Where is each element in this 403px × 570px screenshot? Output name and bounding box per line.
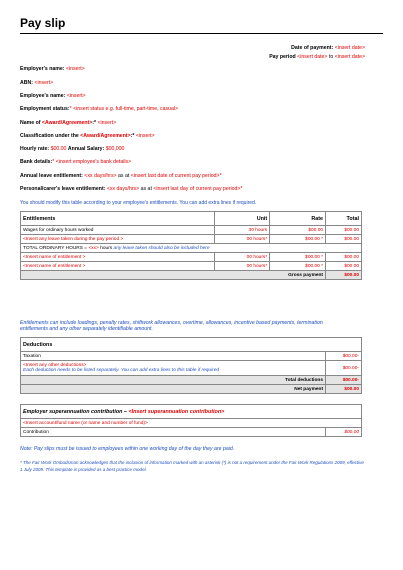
award-tag[interactable]: <Award/Agreement> [41,120,93,126]
bank-star: * [52,159,55,165]
classification-row [20,133,155,139]
contribution-value[interactable]: $00.00 [326,428,362,437]
wages-label: Wages for ordinary hours worked [21,226,215,235]
carer-leave-asat: as at [140,186,152,192]
table-row [21,226,362,235]
classification-colon: :* [130,133,135,139]
annual-leave-row [20,173,222,179]
gross-payment-label: Gross payment [21,271,326,280]
award-row [20,120,116,126]
ordinary-hours-value[interactable]: <xx> [88,245,99,251]
status-label: Employment status: [20,106,70,112]
superannuation-header: Employer superannuation contribution – [23,408,127,415]
total-deductions-label: Total deductions [21,376,326,385]
entitlement-rate[interactable]: $00.00 * [270,262,326,271]
contribution-label: Contribution [21,428,326,437]
entitlement-unit[interactable]: 00 hours* [215,253,270,262]
rates-row [20,146,124,152]
classification-label: Classification under the [20,133,79,139]
pay-period-to[interactable]: <insert date> [334,54,365,60]
award-colon: :* [92,120,97,126]
award-value[interactable]: <insert> [97,120,117,126]
superannuation-header-row [21,405,362,419]
carer-leave-value[interactable]: <xx days/hrs> [106,186,140,192]
col-header-total: Total [326,212,362,226]
entitlement-name[interactable]: <Insert name of entitlement > [21,253,215,262]
leave-taken-total[interactable]: $00.00 [326,235,362,244]
page-title: Pay slip [20,16,66,30]
wages-total[interactable]: $00.00 [326,226,362,235]
table-row [21,253,362,262]
status-star: * [69,106,72,112]
abn-row [20,80,53,86]
classification-value[interactable]: <insert> [135,133,155,139]
superannuation-header-tag[interactable]: <Insert superannuation contribution> [128,408,225,415]
carer-leave-date[interactable]: <insert last day of current pay period> [153,186,241,192]
leave-taken-unit[interactable]: 00 hours* [215,235,270,244]
col-header-entitlements: Entitlements [21,212,215,226]
net-payment-label: Net payment [21,385,326,394]
hourly-rate-label: Hourly rate: [20,146,50,152]
title-divider [20,33,383,34]
annual-salary-label: Annual Salary: [67,146,105,152]
employer-value[interactable]: <insert> [65,66,85,72]
status-value[interactable]: <insert status e.g. full-time, part-time, casual> [73,106,179,112]
taxation-label: Taxation [21,352,326,361]
date-of-payment-label: Date of payment: [291,45,334,51]
carer-leave-star: * [240,186,243,192]
other-deduction-value[interactable]: $00.00- [326,361,362,376]
deductions-header-row [21,338,362,352]
employer-label: Employer's name: [20,66,65,72]
superannuation-table [20,404,362,437]
date-of-payment-value[interactable]: <insert date> [334,45,365,51]
other-deduction-label[interactable]: <Insert any other deductions> [23,362,87,368]
col-header-rate: Rate [270,212,326,226]
wages-unit[interactable]: 30 hours [215,226,270,235]
total-deductions-value[interactable]: $00.00- [326,376,362,385]
pay-period-label: Pay period [269,54,296,60]
col-header-unit: Unit [215,212,270,226]
carer-leave-row [20,186,242,192]
employee-label: Employee's name: [20,93,66,99]
annual-salary-value[interactable]: $00,000 [105,146,125,152]
ordinary-hours-row [21,244,362,253]
total-deductions-row [21,376,362,385]
wages-rate[interactable]: $00.00 [270,226,326,235]
entitlement-rate[interactable]: $00.00 * [270,253,326,262]
entitlement-total[interactable]: $00.00 [326,253,362,262]
entitlement-unit[interactable]: 00 hours* [215,262,270,271]
abn-label: ABN: [20,80,33,86]
disclaimer: * The Fair Work Ombudsman acknowledges that the inclusion of information marked with an asterisk (*) is not a requirement under the Fair Work Regulations 2009, effective 1 July 2009. This template is provided as a best practice model. [20,460,364,472]
bank-label: Bank details: [20,159,53,165]
annual-leave-date[interactable]: <insert last date of current pay period> [130,173,220,179]
gross-payment-value[interactable]: $00.00 [326,271,362,280]
modify-table-note: You should modify this table according to your employee's entitlements. You can add extra lines if required. [20,200,257,206]
status-row [20,106,178,112]
entitlement-total[interactable]: $00.00 [326,262,362,271]
table-row [21,361,362,376]
bank-row [20,159,131,165]
leave-taken-label[interactable]: <Insert any leave taken during the pay period > [21,235,215,244]
entitlement-name[interactable]: <Insert name of entitlement > [21,262,215,271]
annual-leave-value[interactable]: <xx days/hrs> [84,173,117,179]
super-fund-name[interactable]: <Insert account/fund name (or name and number of fund)> [21,419,362,428]
gross-payment-row [21,271,362,280]
classification-tag[interactable]: <Award/Agreement> [80,133,131,139]
table-row [21,428,362,437]
ordinary-hours-note: any leave taken should also be included here [113,245,210,251]
entitlements-note: Entitlements can include loadings, penalty rates, shiftwork allowances, overtime, allowances, incentive based payments, termination entitlements and any other separately identifiable amount. [20,320,323,332]
entitlements-table [20,211,362,280]
net-payment-row [21,385,362,394]
ordinary-hours-unit: hours [100,245,113,251]
annual-leave-label: Annual leave entitlement: [20,173,83,179]
abn-value[interactable]: <insert> [34,80,54,86]
bank-value[interactable]: <insert employee's bank details> [55,159,132,165]
employee-value[interactable]: <insert> [66,93,86,99]
pay-period-from[interactable]: <insert date> [297,54,328,60]
entitlements-header-row [21,212,362,226]
payment-dates [269,44,365,62]
deductions-header: Deductions [21,338,362,352]
taxation-value[interactable]: $00.00- [326,352,362,361]
carer-leave-label: Personal/carer's leave entitlement: [20,186,106,192]
footer-note: Note: Pay slips must be issued to employees within one working day of the day they are paid. [20,446,235,452]
employee-row [20,93,86,99]
table-row [21,235,362,244]
deductions-table [20,337,362,394]
leave-taken-rate[interactable]: $00.00 * [270,235,326,244]
pay-period-to-label: to [328,54,334,60]
table-row [21,419,362,428]
table-row [21,352,362,361]
award-label: Name of [20,120,41,126]
other-deduction-note: Each deduction needs to be listed separately. You can add extra lines to this table if required [23,368,220,373]
net-payment-value[interactable]: $00.00 [326,385,362,394]
ordinary-hours-label: TOTAL ORDINARY HOURS = [23,245,88,251]
table-row [21,262,362,271]
employer-row [20,66,85,72]
annual-leave-star: * [219,173,222,179]
annual-leave-asat: as at [118,173,130,179]
hourly-rate-value[interactable]: $00.00 [50,146,67,152]
